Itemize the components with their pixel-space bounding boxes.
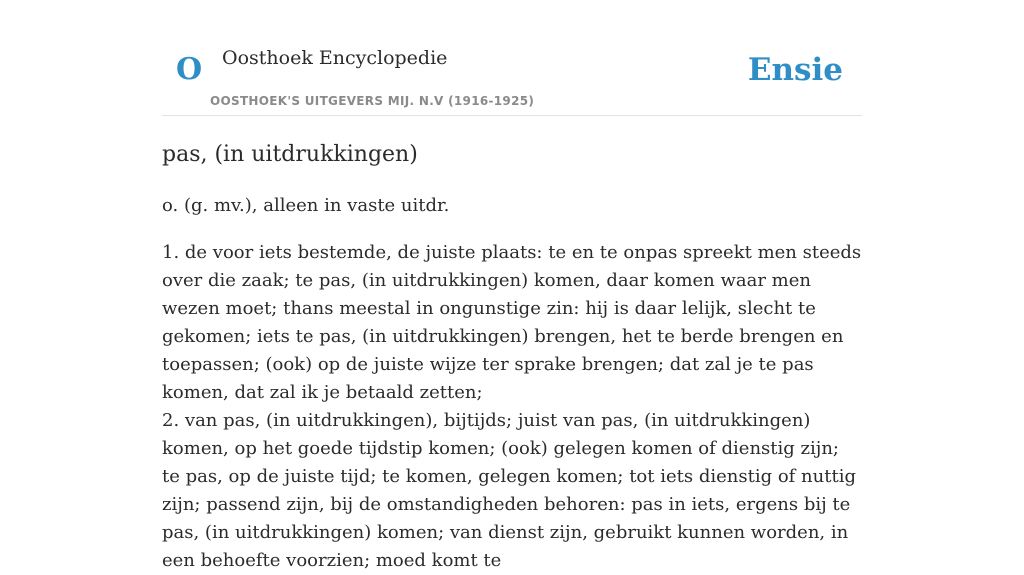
brand-logo[interactable]: Ensie xyxy=(747,52,843,88)
entry-title: pas, (in uitdrukkingen) xyxy=(162,142,418,167)
site-subtitle: OOSTHOEK'S UITGEVERS MIJ. N.V (1916-1925) xyxy=(210,94,535,108)
definition-2: 2. van pas, (in uitdrukkingen), bijtijds; juist van pas, (in uitdrukkingen) komen, op het goede tijdstip komen; (ook) gelegen komen of dienstig zijn; te pas, op de juiste tijd; te komen, gelegen komen; tot iets dienstig of nuttig zijn; passend zijn, bij de omstandigheden behoren: pas in iets, ergens bij te pas, (in uitdrukkingen) komen; van dienst zijn, gebruikt kunnen worden, in een behoefte voorzien; moed komt te xyxy=(162,410,856,571)
definition-1: 1. de voor iets bestemde, de juiste plaats: te en te onpas spreekt men steeds over die zaak; te pas, (in uitdrukkingen) komen, daar komen waar men wezen moet; thans meestal in ongunstige zin: hij is daar lelijk, slecht te gekomen; iets te pas, (in uitdrukkingen) brengen, het te berde brengen en toepassen; (ook) op de juiste wijze ter sprake brengen; dat zal je te pas komen, dat zal ik je betaald zetten; xyxy=(162,242,862,403)
site-logo[interactable]: O xyxy=(176,52,203,87)
site-title[interactable]: Oosthoek Encyclopedie xyxy=(222,47,448,69)
entry-definitions xyxy=(162,239,862,575)
site-header xyxy=(162,36,862,116)
entry-grammar: o. (g. mv.), alleen in vaste uitdr. xyxy=(162,195,450,216)
